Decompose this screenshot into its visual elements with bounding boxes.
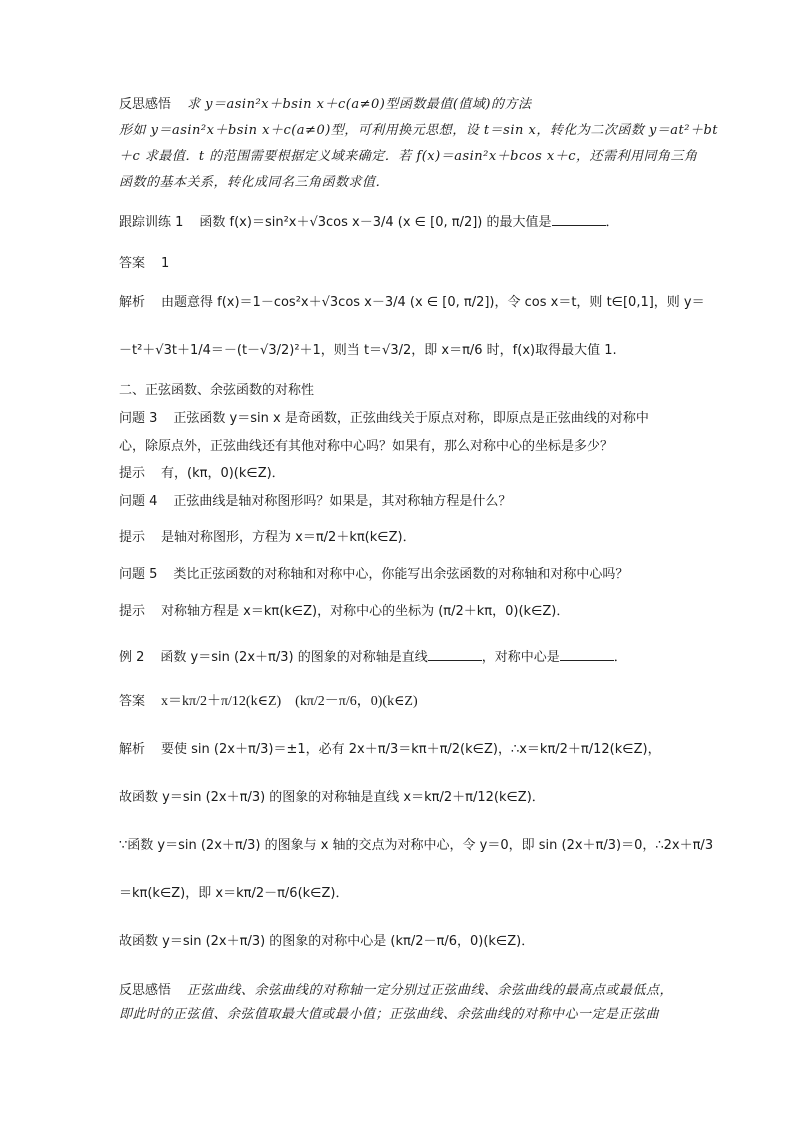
question-5-label: 问题 5 [119, 567, 158, 582]
practice-label: 跟踪训练 1 [119, 215, 184, 230]
answer-blank-center [560, 648, 614, 661]
reflection-line-2: ＋c 求最值．t 的范围需要根据定义域来确定．若 f(x)＝asin²x＋bcos x＋c，还需利用同角三角 [119, 149, 698, 164]
practice-text: 函数 f(x)＝sin²x＋√3cos x－3/4 (x ∈ [0, π/2]) 的最大值是 [199, 215, 552, 230]
hint-4-label: 提示 [119, 530, 146, 545]
reflection-line-3: 函数的基本关系，转化成同名三角函数求值． [119, 175, 390, 190]
reflection-title: 反思感悟 [119, 97, 172, 112]
hint-3-label: 提示 [119, 466, 146, 481]
section-title: 二、正弦函数、余弦函数的对称性 [119, 383, 315, 398]
reflection-heading: 求 y＝asin²x＋bsin x＋c(a≠0)型函数最值(值域)的方法 [187, 97, 532, 112]
analysis-2-line-5: 故函数 y＝sin (2x＋π/3) 的图象的对称中心是 (kπ/2－π/6，0)(k∈Z)． [119, 934, 535, 949]
answer-2-value: x＝kπ/2＋π/12(k∈Z) (kπ/2－π/6，0)(k∈Z) [161, 694, 418, 709]
analysis-2-line-2: 故函数 y＝sin (2x＋π/3) 的图象的对称轴是直线 x＝kπ/2＋π/12(k∈Z)． [119, 790, 545, 805]
reflection-2-line-1: 反思感悟 正弦曲线、余弦曲线的对称轴一定分别过正弦曲线、余弦曲线的最高点或最低点， [119, 983, 674, 998]
hint-4: 提示 是轴对称图形，方程为 x＝π/2＋kπ(k∈Z)． [119, 530, 416, 545]
analysis-line-2: －t²＋√3t＋1/4＝－(t－√3/2)²＋1，则当 t＝√3/2，即 x＝π/6 时，f(x)取得最大值 1. [119, 343, 617, 358]
reflection-2-title: 反思感悟 [119, 983, 172, 998]
example-2-line: 例 2 函数 y＝sin (2x＋π/3) 的图象的对称轴是直线 ，对称中心是 ． [119, 650, 627, 665]
answer-2-label: 答案 [119, 694, 146, 709]
question-5: 问题 5 类比正弦函数的对称轴和对称中心，你能写出余弦函数的对称轴和对称中心吗？ [119, 567, 629, 582]
reflection-line-1: 形如 y＝asin²x＋bsin x＋c(a≠0)型，可利用换元思想，设 t＝sin x，转化为二次函数 y＝at²＋bt [119, 123, 719, 138]
analysis-2-line-1: 解析 要使 sin (2x＋π/3)＝±1，必有 2x＋π/3＝kπ＋π/2(k∈Z)，∴x＝kπ/2＋π/12(k∈Z)， [119, 742, 661, 757]
hint-5: 提示 对称轴方程是 x＝kπ(k∈Z)，对称中心的坐标为 (π/2＋kπ，0)(k∈Z)． [119, 604, 570, 619]
analysis-2-line-3: ∵函数 y＝sin (2x＋π/3) 的图象与 x 轴的交点为对称中心，令 y＝0，即 sin (2x＋π/3)＝0，∴2x＋π/3 [119, 838, 714, 853]
example-2-label: 例 2 [119, 650, 145, 665]
question-3-line-2: 心，除原点外，正弦曲线还有其他对称中心吗？如果有，那么对称中心的坐标是多少？ [119, 439, 614, 454]
hint-5-label: 提示 [119, 604, 146, 619]
reflection-2-line-2: 即此时的正弦值、余弦值取最大值或最小值；正弦曲线、余弦曲线的对称中心一定是正弦曲 [119, 1007, 660, 1022]
question-3-label: 问题 3 [119, 411, 158, 426]
answer-blank [552, 213, 606, 226]
practice-line: 跟踪训练 1 函数 f(x)＝sin²x＋√3cos x－3/4 (x ∈ [0, π/2]) 的最大值是 ． [119, 215, 619, 230]
analysis-2-line-4: ＝kπ(k∈Z)，即 x＝kπ/2－π/6(k∈Z)． [119, 886, 349, 901]
answer-2-line [119, 692, 679, 712]
answer-value: 1 [161, 256, 170, 271]
analysis-label: 解析 [119, 295, 146, 310]
analysis-2-label: 解析 [119, 742, 146, 757]
question-3-line-1: 问题 3 正弦函数 y＝sin x 是奇函数，正弦曲线关于原点对称，即原点是正弦曲线的对称中 [119, 411, 649, 426]
question-4-label: 问题 4 [119, 494, 158, 509]
answer-line [119, 254, 679, 274]
reflection-heading-line [119, 95, 679, 115]
analysis-line-1: 解析 由题意得 f(x)＝1－cos²x＋√3cos x－3/4 (x ∈ [0, π/2])，令 cos x＝t，则 t∈[0,1]，则 y＝ [119, 295, 705, 310]
hint-3: 提示 有，(kπ，0)(k∈Z)． [119, 466, 285, 481]
answer-label: 答案 [119, 256, 146, 271]
answer-blank-axis [428, 648, 482, 661]
question-4: 问题 4 正弦曲线是轴对称图形吗？如果是，其对称轴方程是什么？ [119, 494, 512, 509]
